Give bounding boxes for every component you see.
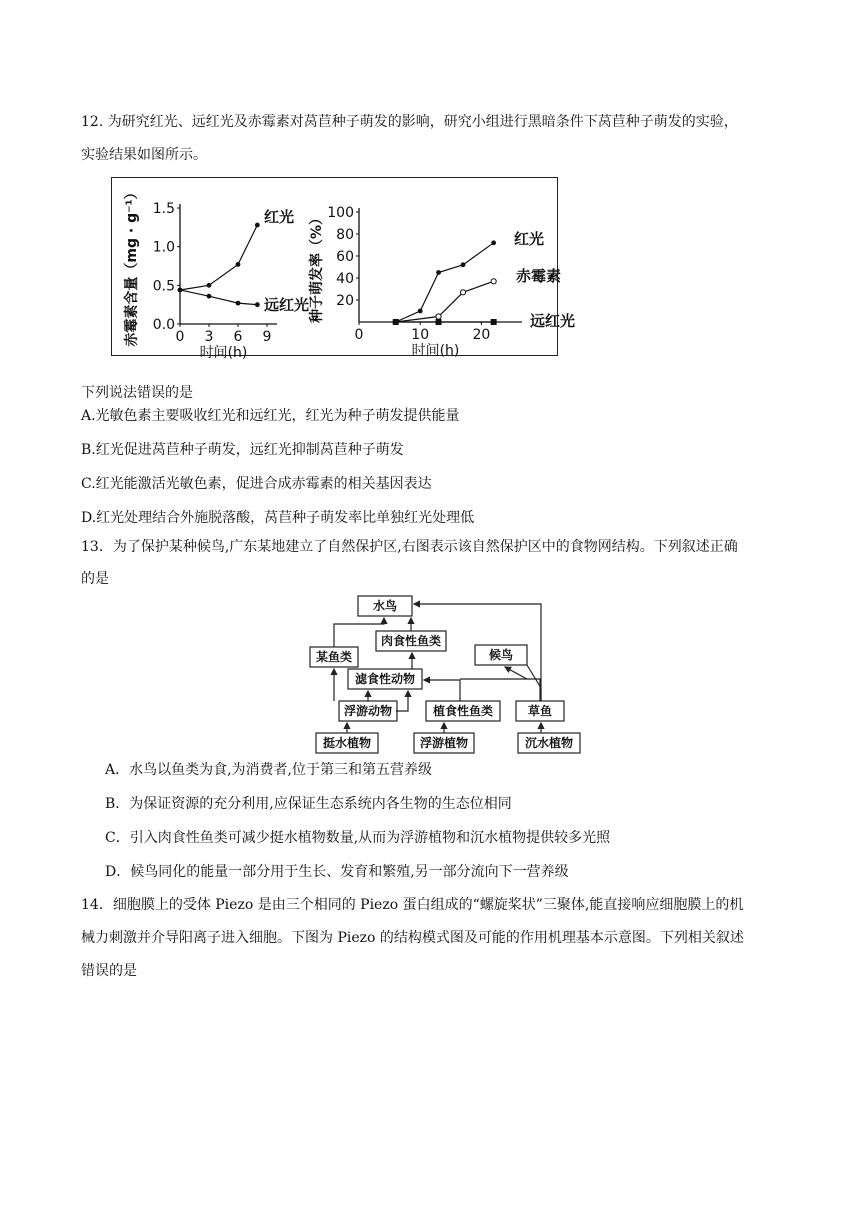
q14-line1: 14．细胞膜上的受体 Piezo 是由三个相同的 Piezo 蛋白组成的“螺旋桨状”三聚体,能直接响应细胞膜上的机 [81, 897, 744, 913]
data-point [436, 314, 441, 319]
x-tick-label: 0 [354, 327, 364, 343]
x-tick-label: 0 [175, 329, 185, 345]
series-line [180, 290, 257, 305]
series-label: 赤霉素 [516, 267, 562, 285]
x-tick-label: 20 [472, 327, 491, 343]
y-tick-label: 1.0 [152, 239, 175, 256]
x-axis-label: 时间(h) [199, 345, 248, 361]
data-point [178, 288, 183, 293]
node-waterbird: 水鸟 [372, 599, 398, 613]
y-tick-label: 20 [336, 293, 354, 309]
node-emergent-plant: 挺水植物 [322, 736, 372, 750]
y-tick-label: 1.5 [152, 201, 175, 217]
x-tick-label: 6 [233, 329, 243, 345]
data-point [436, 319, 442, 325]
node-filter-feeder: 滤食性动物 [354, 672, 416, 686]
q12-stem-line2: 实验结果如图所示。 [81, 147, 207, 163]
x-tick-label: 9 [262, 329, 272, 345]
q13-stem-line2: 的是 [81, 571, 109, 587]
node-migratory-bird: 候鸟 [488, 648, 514, 662]
data-point [460, 290, 465, 295]
y-tick-label: 0.0 [152, 317, 175, 333]
series-label: 远红光 [530, 312, 576, 330]
y-tick-label: 100 [327, 205, 354, 221]
q13-option-a: A．水鸟以鱼类为食,为消费者,位于第三和第五营养级 [105, 762, 433, 778]
data-point [207, 294, 212, 299]
series-label: 红光 [514, 230, 545, 248]
node-phytoplankton: 浮游植物 [419, 736, 469, 750]
x-axis-label: 时间(h) [411, 343, 460, 359]
q12-option-c: C.红光能激活光敏色素，促进合成赤霉素的相关基因表达 [81, 476, 432, 492]
y-tick-label: 0.5 [152, 278, 175, 295]
q12-figure [111, 177, 576, 361]
data-point [491, 319, 497, 325]
node-carnivorous-fish: 肉食性鱼类 [380, 634, 442, 648]
q13-option-d: D．候鸟同化的能量一部分用于生长、发育和繁殖,另一部分流向下一营养级 [105, 864, 569, 880]
node-zooplankton: 浮游动物 [343, 704, 393, 718]
node-submerged-plant: 沉水植物 [524, 736, 574, 750]
q12-option-d: D.红光处理结合外施脱落酸，莴苣种子萌发率比单独红光处理低 [81, 510, 475, 526]
data-point [461, 262, 466, 267]
q13-option-b: B．为保证资源的充分利用,应保证生态系统内各生物的生态位相同 [105, 796, 512, 812]
q12-charts [112, 178, 576, 361]
q14-line3: 错误的是 [81, 963, 137, 979]
y-axis-label: 种子萌发率（%） [309, 210, 325, 324]
data-point [255, 302, 260, 307]
data-point [418, 309, 423, 314]
node-some-fish: 某鱼类 [315, 650, 353, 664]
q12-option-a: A.光敏色素主要吸收红光和远红光，红光为种子萌发提供能量 [81, 408, 460, 424]
series-label: 红光 [264, 208, 295, 226]
y-tick-label: 80 [336, 227, 354, 243]
y-tick-label: 40 [336, 271, 354, 287]
series-label: 远红光 [264, 296, 310, 314]
node-herbivorous-fish: 植食性鱼类 [432, 704, 494, 718]
node-grass-carp: 草鱼 [527, 704, 553, 718]
q12-option-b: B.红光促进莴苣种子萌发，远红光抑制莴苣种子萌发 [81, 442, 404, 458]
data-point [207, 283, 212, 288]
data-point [255, 223, 260, 228]
x-tick-label: 3 [204, 329, 214, 345]
q13-stem-line1: 13．为了保护某种候鸟,广东某地建立了自然保护区,右图表示该自然保护区中的食物网结构。下列叙述正确 [81, 539, 738, 555]
q12-prompt: 下列说法错误的是 [81, 385, 193, 401]
data-point [393, 319, 399, 325]
q13-option-c: C．引入肉食性鱼类可减少挺水植物数量,从而为浮游植物和沉水植物提供较多光照 [105, 830, 611, 846]
data-point [236, 301, 241, 306]
y-tick-label: 60 [336, 249, 354, 265]
x-tick-label: 10 [411, 327, 430, 343]
q14-line2: 械力刺激并介导阳离子进入细胞。下图为 Piezo 的结构模式图及可能的作用机理基本示意图。下列相关叙述 [81, 930, 744, 946]
data-point [236, 262, 241, 267]
y-axis-label: 赤霉素含量（mg · g⁻¹） [124, 185, 140, 347]
data-point [436, 270, 441, 275]
food-web-diagram [300, 592, 590, 757]
series-line [180, 225, 257, 290]
data-point [491, 279, 496, 284]
data-point [491, 240, 496, 245]
q12-stem-line1: 12. 为研究红光、远红光及赤霉素对莴苣种子萌发的影响，研究小组进行黑暗条件下莴苣种子萌发的实验， [81, 114, 738, 130]
